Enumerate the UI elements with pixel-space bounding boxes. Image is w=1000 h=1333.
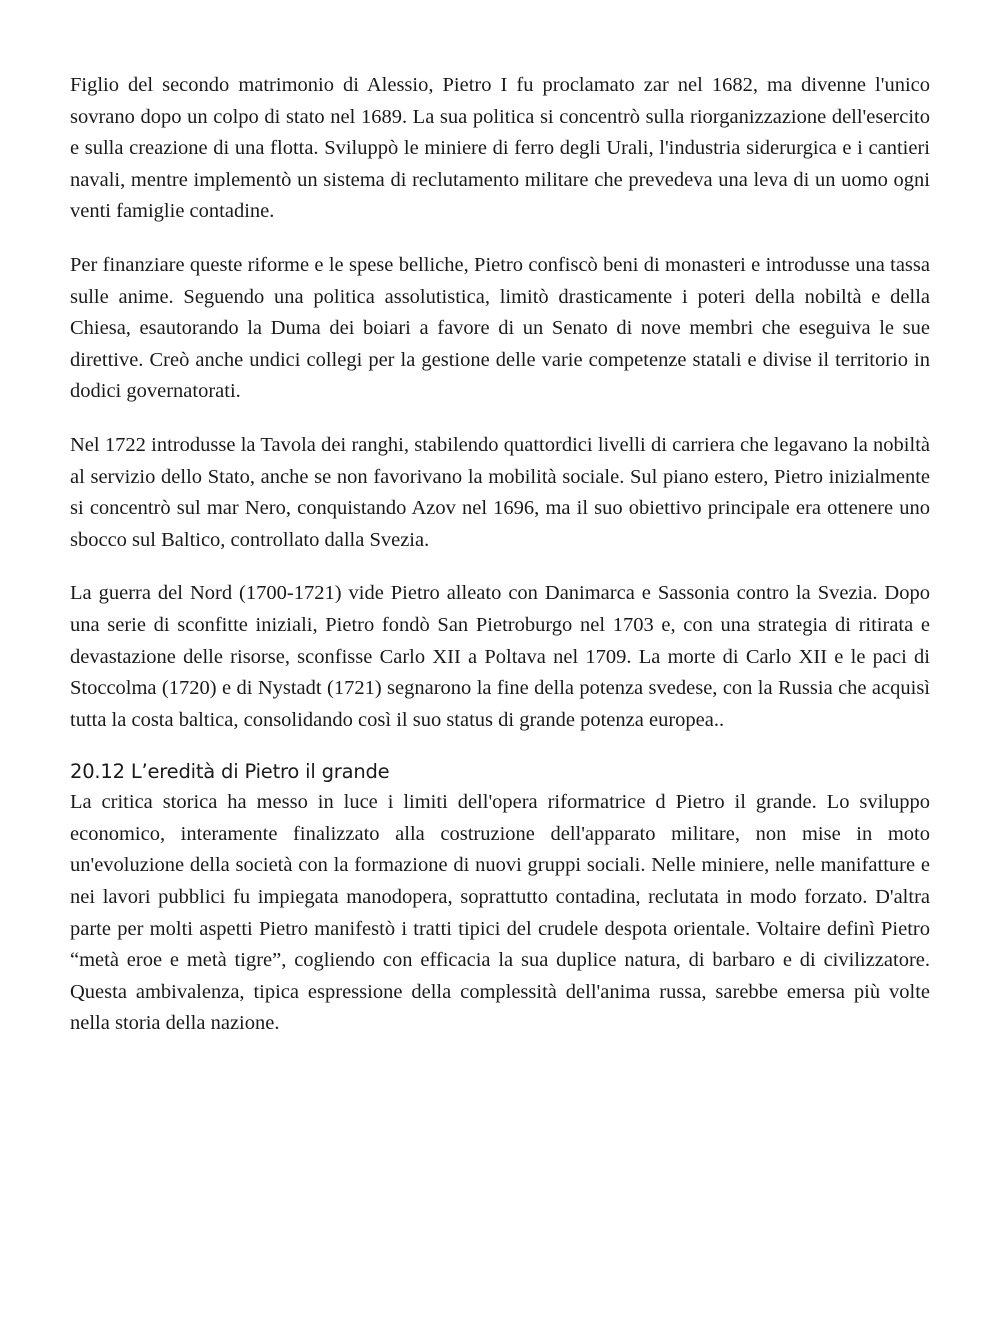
paragraph-peter-reign: Figlio del secondo matrimonio di Alessio, Pietro I fu proclamato zar nel 1682, ma divenne l'unico sovrano dopo un colpo di stato nel 1689. La sua politica si concentrò sulla riorganizzazione dell'esercito e sulla creazione di una flotta. Sviluppò le miniere di ferro degli Urali, l'industria siderurgica e i cantieri navali, mentre implementò un sistema di reclutamento militare che prevedeva una leva di un uomo ogni venti famiglie contadine. — [70, 74, 930, 223]
paragraph-legacy: La critica storica ha messo in luce i limiti dell'opera riformatrice d Pietro il grande. Lo sviluppo economico, interamente finalizzato alla costruzione dell'apparato militare, non mise in moto un'evoluzione della società con la formazione di nuovi gruppi sociali. Nelle miniere, nelle manifatture e nei lavori pubblici fu impiegata manodopera, soprattutto contadina, reclutata in modo forzato. D'altra parte per molti aspetti Pietro manifestò i tratti tipici del crudele despota orientale. Voltaire definì Pietro “metà eroe e metà tigre”, cogliendo con efficacia la sua duplice natura, di barbaro e di civilizzatore. Questa ambivalenza, tipica espressione della complessità dell'anima russa, sarebbe emersa più volte nella storia della nazione. — [70, 791, 930, 1035]
paragraph-table-of-ranks: Nel 1722 introdusse la Tavola dei ranghi, stabilendo quattordici livelli di carriera che legavano la nobiltà al servizio dello Stato, anche se non favorivano la mobilità sociale. Sul piano estero, Pietro inizialmente si concentrò sul mar Nero, conquistando Azov nel 1696, ma il suo obiettivo principale era ottenere uno sbocco sul Baltico, controllato dalla Svezia. — [70, 433, 930, 551]
paragraph-reforms-financing: Per finanziare queste riforme e le spese belliche, Pietro confiscò beni di monasteri e introdusse una tassa sulle anime. Seguendo una politica assolutistica, limitò drasticamente i poteri della nobiltà e della Chiesa, esautorando la Duma dei boiari a favore di un Senato di nove membri che eseguiva le sue direttive. Creò anche undici collegi per la gestione delle varie competenze statali e divise il territorio in dodici governatorati. — [70, 253, 930, 403]
document-page — [70, 70, 930, 1062]
section-heading: 20.12 L’eredità di Pietro il grande — [70, 760, 390, 784]
paragraph-great-northern-war: La guerra del Nord (1700-1721) vide Pietro alleato con Danimarca e Sassonia contro la Svezia. Dopo una serie di sconfitte iniziali, Pietro fondò San Pietroburgo nel 1703 e, con una strategia di ritirata e devastazione delle risorse, sconfisse Carlo XII a Poltava nel 1709. La morte di Carlo XII e le paci di Stoccolma (1720) e di Nystadt (1721) segnarono la fine della potenza svedese, con la Russia che acquisì tutta la costa baltica, consolidando così il suo status di grande potenza europea.. — [70, 582, 930, 731]
